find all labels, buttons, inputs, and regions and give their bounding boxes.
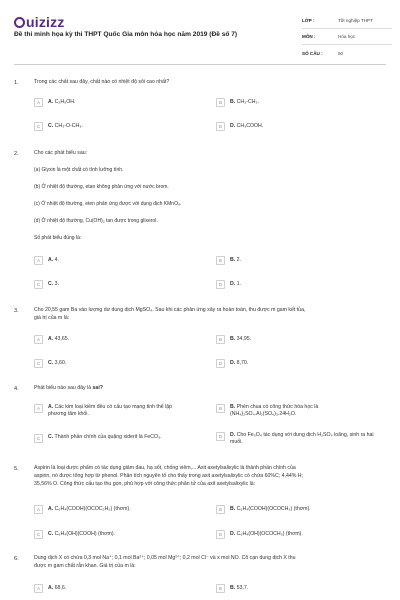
option-label: D. [230,360,236,367]
option-letter-box: B [216,256,225,265]
meta-value: Hóa học [338,34,356,39]
option-letter-box: B [216,584,225,593]
question-text-line: Dung dịch X có chứa 0,3 mol Na⁺; 0,1 mol Ba²⁺; 0,05 mol Mg²⁺; 0,2 mol Cl⁻ và x mol NO. Cô cạn dung dịch X thu [34,555,296,561]
option-label: C. [48,123,54,130]
question-text-line: Aspirin là loại dược phẩm có tác dụng giảm đau, hạ sốt, chống viêm,... Axit axetylsalixylic là thành phần chính của [34,465,296,471]
question-prompt: Số phát biểu đúng là: [34,235,82,241]
statement-d: (d) Ở nhiệt độ thường, Cu(OH)₂ tan được trong glixerol. [34,218,158,224]
option-letter-box: A [34,505,43,514]
option-c[interactable] [34,530,194,539]
option-letter-box: B [216,335,225,344]
option-text: 3,60. [54,360,67,367]
option-label: B. [230,506,236,513]
option-text: C₆H₄(OH)(OCOCH₃) (thơm). [236,531,303,538]
option-letter-box: D [216,432,225,441]
option-letter-box: A [34,98,43,107]
option-text: C₆H₄(COOH)(OCOCH₃) (thơm). [236,506,311,513]
option-label: C. [48,281,54,288]
option-text: 3. [54,281,59,288]
option-letter-box: C [34,434,43,443]
option-b[interactable] [216,98,386,107]
option-a[interactable] [34,98,194,107]
option-text: CH₃COOH. [236,123,264,130]
option-letter-box: A [34,404,43,413]
option-b[interactable] [216,335,386,344]
option-label: B. [230,404,236,410]
option-letter-box: D [216,530,225,539]
option-text: C₆H₄(COOH)(OCOC₂H₅) (thơm). [54,506,131,513]
option-text: C₆H₄(OH)(COOH) (thơm). [54,531,115,538]
option-d[interactable] [216,432,386,445]
option-d[interactable] [216,359,386,368]
option-label: D. [230,432,236,438]
option-label: C. [48,360,54,367]
meta-label: SỐ CÂU : [302,50,323,56]
option-label: A. [48,506,54,513]
option-text: 4. [54,257,59,264]
option-d[interactable] [216,122,386,131]
option-text: Thành phần chính của quặng xiderit là FeCO₃. [54,434,162,440]
option-letter-box: B [216,98,225,107]
option-c[interactable] [34,359,194,368]
option-b[interactable] [216,256,386,265]
option-text: CH₃-O-CH₃. [54,123,83,130]
option-c[interactable] [34,434,194,443]
option-letter-box: C [34,530,43,539]
question-number: 6. [14,556,19,562]
question-text-line: được m gam chất rắn khan. Giá trị của m là: [34,563,136,569]
option-b[interactable] [216,584,386,593]
meta-value: Tốt nghiệp THPT [338,18,373,23]
question-number: 3. [14,308,19,314]
option-label: B. [230,336,236,343]
option-text: 68,6. [54,585,67,592]
meta-value: 50 [338,50,344,56]
option-letter-box: B [216,505,225,514]
option-text: 1. [236,281,241,288]
question-text-line: 35,56% O. Công thức cấu tạo thu gọn, phù hợp với công thức phân tử của axit axetylsalixylic là: [34,481,256,487]
option-a[interactable] [34,335,194,344]
option-letter-box: D [216,359,225,368]
option-a[interactable] [34,584,194,593]
option-text: 8,70. [236,360,249,367]
option-d[interactable] [216,530,386,539]
header-divider [14,64,386,65]
option-c[interactable] [34,280,194,289]
option-text: CH₃-CH₃. [236,99,260,106]
statement-c: (c) Ở nhiệt độ thường, eten phản ứng được với dung dịch KMnO₄. [34,201,182,207]
question-text: Trong các chất sau đây, chất nào có nhiệt độ sôi cao nhất? [34,79,170,85]
option-label: A. [48,585,54,592]
option-text: 2. [236,257,241,264]
option-label: D. [230,123,236,130]
option-label: B. [230,99,236,106]
option-label: B. [230,257,236,264]
emphasis-word: sai? [92,385,103,391]
option-letter-box: B [216,404,225,413]
option-letter-box: D [216,280,225,289]
option-label: D. [230,281,236,288]
option-text: Phèn chua có công thức hóa học là (NH₄)₂SO₄.Al₂(SO₄)₃.24H₂O. [230,404,319,417]
meta-row-subject [302,29,392,45]
question-number: 2. [14,151,19,157]
document-title: Đề thi minh họa kỳ thi THPT Quốc Gia môn hóa học năm 2019 (Đề số 7) [14,31,238,38]
option-label: A. [48,336,54,343]
option-label: C. [48,531,54,538]
question-number: 1. [14,80,19,86]
worksheet-header [0,0,400,62]
quizizz-logo [14,14,65,30]
option-a[interactable] [34,256,194,265]
option-text: Cho Fe₃O₄ tác dụng với dung dịch H₂SO₄ loãng, sinh ra hai muối. [230,432,374,445]
option-a[interactable] [34,505,194,514]
option-text: C₂H₅OH. [54,99,76,106]
meta-label: LỚP : [302,18,315,23]
meta-table [302,13,392,61]
option-label: A. [48,257,54,264]
option-label: B. [230,585,236,592]
option-letter-box: A [34,256,43,265]
option-letter-box: C [34,359,43,368]
option-letter-box: A [34,335,43,344]
question-text-line: aspirin, nó được tổng hợp từ phenol. Phân tích nguyên tố cho thấy trong axit axetylsalixylic có chứa 60%C; 4,44% H; [34,473,303,479]
meta-label: MÔN : [302,34,316,39]
option-label: A. [48,404,54,410]
question-text-line: Cho 20,55 gam Ba vào lượng dư dung dịch MgSO₄. Sau khi các phản ứng xảy ra hoàn toàn, thu được m gam kết tủa, [34,307,306,313]
question-number: 4. [14,386,19,392]
option-text: 53,7. [236,585,249,592]
question-text-line: giá trị của m là: [34,315,70,321]
statement-b: (b) Ở nhiệt độ thường, etan không phản ứng với nước brom. [34,184,169,190]
option-label: C. [48,434,54,440]
option-label: D. [230,531,236,538]
option-c[interactable] [34,122,194,131]
question-number: 5. [14,466,19,472]
option-text: 34,95. [236,336,252,343]
statement-a: (a) Glyxin là một chất có tính lưỡng tính. [34,167,124,173]
option-text: Các kim loại kiềm đều có cấu tạo mạng tinh thể lập phương tâm khối. [48,404,172,417]
option-letter-box: C [34,122,43,131]
option-label: A. [48,99,54,106]
meta-row-class [302,13,392,29]
option-letter-box: C [34,280,43,289]
meta-row-count [302,45,392,61]
option-letter-box: D [216,122,225,131]
question-text: Cho các phát biểu sau: [34,150,88,156]
option-a[interactable] [34,404,194,417]
logo-text: uizizz [26,14,65,30]
option-d[interactable] [216,280,386,289]
option-b[interactable] [216,505,386,514]
option-letter-box: A [34,584,43,593]
logo-q-icon [14,17,25,28]
option-text: 43,65. [54,336,70,343]
option-b[interactable] [216,404,386,417]
question-text: Phát biểu nào sau đây là sai? [34,385,103,391]
